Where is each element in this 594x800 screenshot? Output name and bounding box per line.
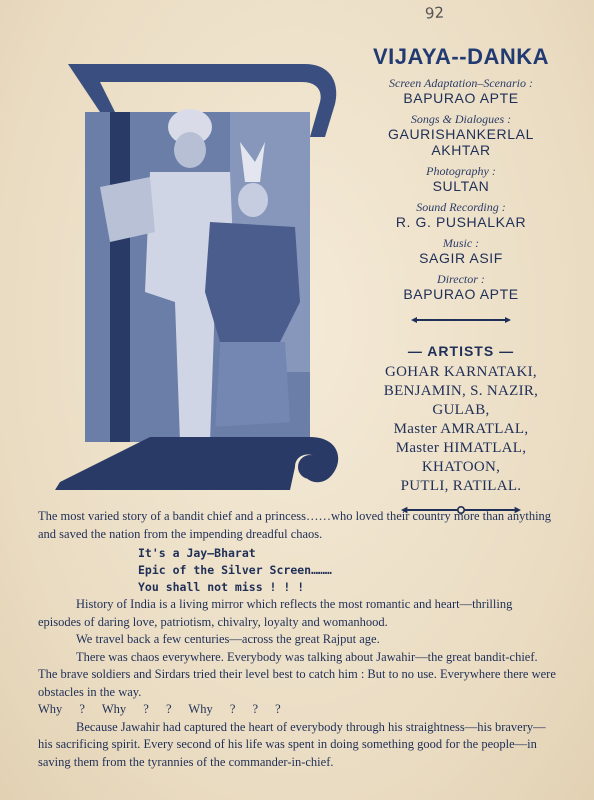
handwritten-page-number: 92 xyxy=(424,3,445,23)
credit-person: SULTAN xyxy=(432,178,490,194)
story-why-line: Why ? Why ? ? Why ? ? ? xyxy=(38,702,281,716)
story-paragraph: There was chaos everywhere. Everybody was talking about Jawahir—the great bandit-chief. The brave soldiers and Sirdars tried their level best to catch him : But to no use. Everywhere there were obstacles in the way. xyxy=(38,649,556,699)
credit-person: BAPURAO APTE xyxy=(403,90,519,106)
frame-bottom-flourish xyxy=(55,437,338,490)
credit-photography xyxy=(358,164,564,194)
artist-line: BENJAMIN, S. NAZIR, xyxy=(383,383,539,399)
story-paragraph: Because Jawahir had captured the heart of everybody through his straightness—his bravery—his sacrificing spirit. Every second of his life was spent in doing something good for the people—in saving them from the tyrannies of the commander-in-chief. xyxy=(38,719,546,769)
film-title: VIJAYA--DANKA xyxy=(372,44,550,69)
man-arm xyxy=(100,177,155,242)
artist-line: GOHAR KARNATAKI, xyxy=(385,364,537,380)
story-intro: The most varied story of a bandit chief and a princess……who loved their country more than anything and saved the nation from the impending dreadful chaos. xyxy=(38,509,552,541)
tagline: You shall not miss ! ! ! xyxy=(138,580,305,594)
film-still-illustration xyxy=(40,42,345,492)
credit-role: Screen Adaptation–Scenario : xyxy=(389,76,533,90)
credit-role: Photography : xyxy=(426,164,496,178)
story-paragraph: History of India is a living mirror which reflects the most romantic and heart—thrilling episodes of daring love, patriotism, chivalry, loyalty and womanhood. xyxy=(38,597,513,629)
artist-line: Master AMRATLAL, xyxy=(393,421,529,437)
film-still-photo xyxy=(40,42,345,492)
credit-role: Music : xyxy=(442,236,480,250)
artists-heading: — ARTISTS — xyxy=(407,343,515,359)
credit-role: Sound Recording : xyxy=(416,200,506,214)
ornament-divider xyxy=(411,316,511,324)
artist-line: GULAB, xyxy=(432,402,490,418)
credit-person: SAGIR ASIF xyxy=(419,250,503,266)
woman-skirt-pattern xyxy=(215,342,290,427)
credits-panel xyxy=(358,44,564,527)
man-face xyxy=(174,132,206,168)
credit-screenplay xyxy=(358,76,564,106)
credit-person: R. G. PUSHALKAR xyxy=(395,214,527,230)
artists-list xyxy=(358,363,564,496)
credit-role: Director : xyxy=(437,272,485,286)
credit-person: AKHTAR xyxy=(431,142,491,158)
tagline: It's a Jay—Bharat xyxy=(138,546,256,560)
story-paragraph: We travel back a few centuries—across the great Rajput age. xyxy=(76,632,380,646)
artist-line: Master HIMATLAL, xyxy=(395,440,527,456)
credit-person: BAPURAO APTE xyxy=(403,286,519,302)
credit-role: Songs & Dialogues : xyxy=(410,112,512,126)
credit-person: GAURISHANKERLAL xyxy=(388,126,534,142)
tagline: Epic of the Silver Screen……… xyxy=(138,563,332,577)
frame-left-stem xyxy=(110,112,130,442)
woman-face xyxy=(238,183,268,217)
artist-line: PUTLI, RATILAL. xyxy=(400,478,522,494)
story-text xyxy=(38,508,558,771)
credit-music xyxy=(358,236,564,266)
credit-director xyxy=(358,272,564,302)
artist-line: KHATOON, xyxy=(421,459,501,475)
credit-sound xyxy=(358,200,564,230)
credit-songs xyxy=(358,112,564,158)
